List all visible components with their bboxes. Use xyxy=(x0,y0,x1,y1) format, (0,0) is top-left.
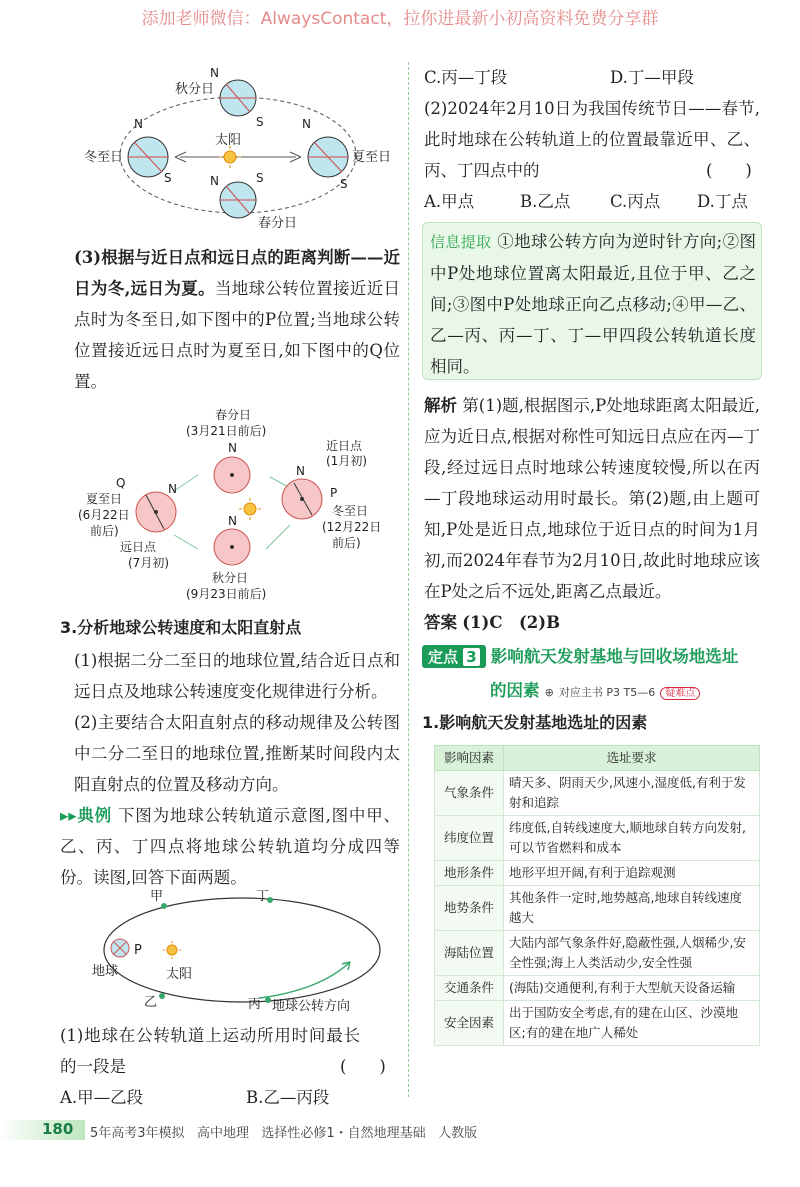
svg-text:太阳: 太阳 xyxy=(166,967,193,982)
column-divider xyxy=(408,62,409,1097)
svg-text:N: N xyxy=(210,174,219,188)
earth-icon-p xyxy=(111,939,129,957)
svg-text:地球: 地球 xyxy=(92,964,119,979)
example-text: 下图为地球公转轨道示意图,图中甲、乙、丙、丁四点将地球公转轨道均分成四等份。读图,回答下面两题。 xyxy=(60,806,400,887)
question-1: (1)地球在公转轨道上运动所用时间最长的一段是 xyxy=(60,1026,360,1076)
svg-text:N: N xyxy=(168,482,177,496)
difficulty-badge: 疑难点 xyxy=(660,687,700,700)
question-2-option-a: A.甲点 xyxy=(424,192,475,211)
svg-text:(1月初): (1月初) xyxy=(326,454,367,468)
svg-text:N: N xyxy=(134,117,143,131)
table-row: 纬度位置 纬度低,自转线速度大,顺地球自转方向发射,可以节省燃料和成本 xyxy=(435,816,760,861)
svg-text:乙: 乙 xyxy=(144,995,158,1010)
svg-text:夏至日: 夏至日 xyxy=(352,150,392,165)
earth-icon-autumn xyxy=(214,529,250,565)
direction-arrow xyxy=(260,962,350,998)
key-point-title: 影响航天发射基地与回收场地选址 xyxy=(490,647,739,666)
table-row: 地势条件 其他条件一定时,地势越高,地球自转线速度越大 xyxy=(435,886,760,931)
answer xyxy=(424,607,560,638)
example-paragraph xyxy=(60,800,400,893)
earth-icon-left xyxy=(128,137,168,177)
table-header-factor: 影响因素 xyxy=(435,746,504,771)
svg-text:秋分日: 秋分日 xyxy=(175,82,215,97)
svg-text:Q: Q xyxy=(116,476,126,490)
footer-series: 5年高考3年模拟 xyxy=(90,1126,185,1141)
svg-text:N: N xyxy=(228,514,237,528)
svg-text:地球公转方向: 地球公转方向 xyxy=(272,999,351,1014)
svg-text:甲: 甲 xyxy=(150,890,164,904)
question-1-answer-blank: ( ) xyxy=(340,1057,386,1076)
svg-text:秋分日: 秋分日 xyxy=(212,571,249,585)
earth-icon-bottom xyxy=(220,182,256,218)
table-header-row xyxy=(435,746,760,771)
answer-tag: 答案 xyxy=(424,613,457,632)
analysis-tag: 解析 xyxy=(424,396,458,415)
orbit-diagram-quarters xyxy=(80,890,400,1020)
key-point-reference: 对应主书 P3 T5—6 xyxy=(558,686,656,699)
sun-label: 太阳 xyxy=(215,133,242,148)
table-header-requirement: 选址要求 xyxy=(504,746,760,771)
svg-text:(9月23日前后): (9月23日前后) xyxy=(186,587,267,601)
svg-text:N: N xyxy=(210,66,219,80)
footer-info xyxy=(90,1122,477,1141)
svg-text:P: P xyxy=(134,943,142,958)
svg-text:(6月22日: (6月22日 xyxy=(78,508,130,522)
paragraph-2: (2)主要结合太阳直射点的移动规律及公转图中二分二至日的地球位置,推断某时间段内太阳直射点的位置及移动方向。 xyxy=(74,713,400,794)
svg-text:冬至日: 冬至日 xyxy=(84,150,124,165)
question-1-option-b: B.乙—丙段 xyxy=(246,1088,330,1107)
svg-text:P: P xyxy=(330,486,338,500)
svg-text:N: N xyxy=(296,464,305,478)
footer-subject: 高中地理 xyxy=(196,1126,249,1141)
paragraph-1: (1)根据二分二至日的地球位置,结合近日点和远日点及地球公转速度变化规律进行分析。 xyxy=(74,651,400,701)
point-yi xyxy=(159,993,165,999)
page-number: 180 xyxy=(42,1120,74,1138)
orbit-diagram-perihelion xyxy=(70,405,400,605)
svg-text:(3月21日前后): (3月21日前后) xyxy=(186,424,267,438)
answer-text: (1)C (2)B xyxy=(462,613,561,632)
question-1-option-c: C.丙—丁段 xyxy=(424,68,508,87)
key-point-tag: 定点 3 xyxy=(422,645,486,668)
footer-edition: 人教版 xyxy=(438,1126,478,1141)
key-point-title-2: 的因素 xyxy=(490,681,540,700)
earth-icon-right xyxy=(308,137,348,177)
table-row: 交通条件 (海陆)交通便利,有利于大型航天设备运输 xyxy=(435,976,760,1001)
example-tag: 典例 xyxy=(76,806,112,825)
info-extraction-text: ①地球公转方向为逆时针方向;②图中P处地球位置离太阳最近,且位于甲、乙之间;③图中P处地球正向乙点移动;④甲—乙、乙—丙、丙—丁、丁—甲四段公转轨道长度相同。 xyxy=(430,232,757,376)
question-1-option-a: A.甲—乙段 xyxy=(60,1088,144,1107)
sun-icon-3 xyxy=(163,941,181,959)
question-2-option-b: B.乙点 xyxy=(520,192,571,211)
analysis xyxy=(424,390,760,607)
earth-icon-winter xyxy=(282,479,322,519)
question-1-option-d: D.丁—甲段 xyxy=(610,68,694,87)
svg-text:远日点: 远日点 xyxy=(120,540,157,554)
earth-icon-spring xyxy=(214,457,250,493)
table-row: 地形条件 地形平坦开阔,有利于追踪观测 xyxy=(435,861,760,886)
svg-text:N: N xyxy=(302,117,311,131)
info-extraction-tag: 信息提取 xyxy=(430,233,492,251)
question-2-answer-blank: ( ) xyxy=(706,161,752,180)
question-2-option-c: C.丙点 xyxy=(610,192,661,211)
watermark: 添加老师微信：AlwaysContact，拉你进最新小初高资料免费分享群 xyxy=(141,9,659,29)
earth-icon-summer xyxy=(136,492,176,532)
orbit-diagram-seasons xyxy=(70,60,400,235)
svg-text:(12月22日: (12月22日 xyxy=(322,520,382,534)
info-extraction xyxy=(430,226,756,382)
question-2-option-d: D.丁点 xyxy=(697,192,748,211)
key-point-heading xyxy=(422,643,762,668)
svg-text:(7月初): (7月初) xyxy=(128,556,169,570)
paragraph-3-bold: (3)根据与近日点和远日点的距离判断——近日为冬,远日为夏。 xyxy=(74,248,400,298)
svg-text:丁: 丁 xyxy=(256,890,270,904)
svg-text:S: S xyxy=(256,115,264,129)
svg-text:丙: 丙 xyxy=(248,997,262,1012)
question-2: (2)2024年2月10日为我国传统节日——春节,此时地球在公转轨道上的位置最靠近甲、乙、丙、丁四点中的 xyxy=(424,99,760,180)
earth-icon-top xyxy=(220,80,256,116)
svg-text:S: S xyxy=(256,171,264,185)
svg-text:春分日: 春分日 xyxy=(258,216,298,231)
sun-icon-2 xyxy=(239,498,261,520)
key-point-heading-line2 xyxy=(490,677,700,701)
svg-text:N: N xyxy=(228,441,237,455)
analysis-text: 第(1)题,根据图示,P处地球距离太阳最近,应为近日点,根据对称性可知远日点应在丙—丁段,经过远日点时地球公转速度较慢,所以在丙—丁段地球运动用时最长。第(2)题,由上题可知,P处是近日点,地球位于近日点的时间为1月初,而2024年春节为2月10日,故此时地球应该在P处之后不远处,距离乙点最近。 xyxy=(424,396,761,601)
example-arrow-icon: ▸▸ xyxy=(60,806,77,825)
svg-text:夏至日: 夏至日 xyxy=(86,492,123,506)
svg-text:S: S xyxy=(340,177,348,191)
section-heading-3: 3.分析地球公转速度和太阳直射点 xyxy=(60,618,302,637)
footer-book: 选择性必修1・自然地理基础 xyxy=(261,1126,426,1141)
svg-text:近日点: 近日点 xyxy=(326,439,363,453)
target-icon: ⊕ xyxy=(544,686,554,699)
svg-text:S: S xyxy=(164,171,172,185)
table-row: 气象条件 晴天多、阴雨天少,风速小,湿度低,有利于发射和追踪 xyxy=(435,771,760,816)
section-heading-1: 1.影响航天发射基地选址的因素 xyxy=(422,713,648,732)
factors-table xyxy=(434,745,760,1046)
svg-text:前后): 前后) xyxy=(90,524,119,538)
svg-text:前后): 前后) xyxy=(332,536,361,550)
paragraph-3-text: 当地球公转位置接近近日点时为冬至日,如下图中的P位置;当地球公转位置接近远日点时为夏至日,如下图中的Q位置。 xyxy=(74,279,401,391)
table-row: 安全因素 出于国防安全考虑,有的建在山区、沙漠地区;有的建在地广人稀处 xyxy=(435,1001,760,1046)
paragraph-3 xyxy=(74,242,400,397)
table-row: 海陆位置 大陆内部气象条件好,隐蔽性强,人烟稀少,安全性强;海上人类活动少,安全性强 xyxy=(435,931,760,976)
svg-text:春分日: 春分日 xyxy=(215,408,252,422)
svg-text:冬至日: 冬至日 xyxy=(332,504,369,518)
